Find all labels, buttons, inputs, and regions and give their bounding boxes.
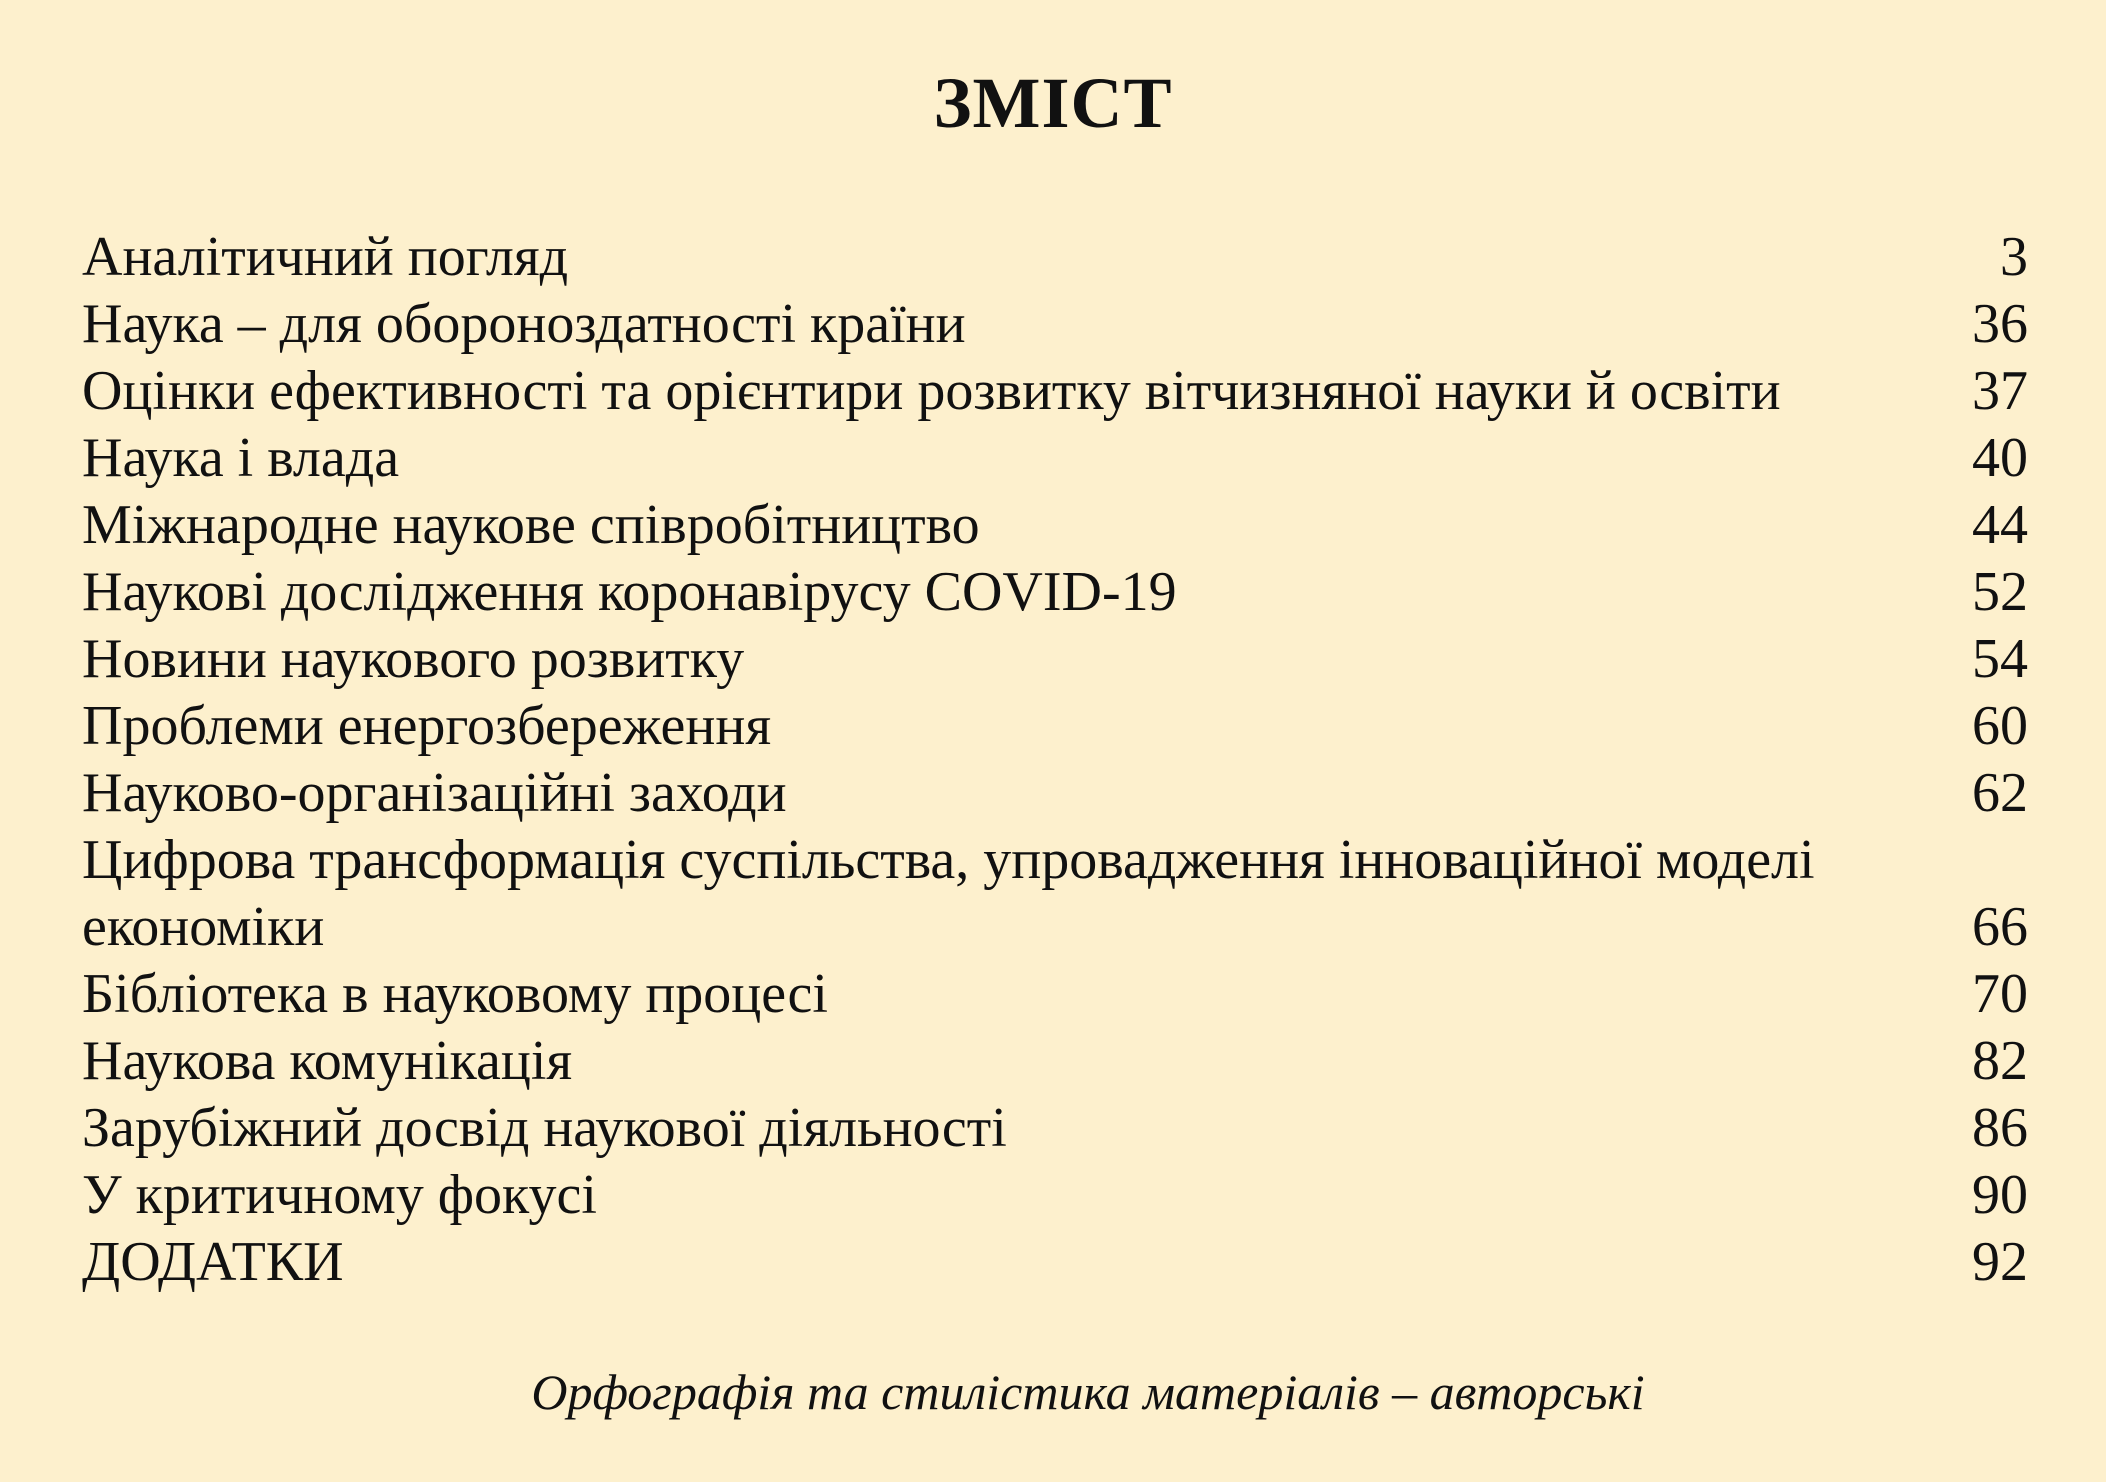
toc-entry-title-line1: Цифрова трансформація суспільства, упровадження інноваційної моделі — [82, 829, 1815, 891]
toc-entry-page: 37 — [1972, 360, 2028, 422]
toc-entry-title: Наука – для обороноздатності країни — [82, 293, 966, 355]
toc-entry-title: Новини наукового розвитку — [82, 628, 745, 690]
toc-entry-page: 44 — [1972, 494, 2028, 556]
toc-entry-title: Проблеми енергозбереження — [82, 695, 772, 757]
toc-entry[interactable] — [82, 425, 2028, 492]
toc-entry[interactable] — [82, 827, 2028, 961]
toc-entry-page: 86 — [1972, 1097, 2028, 1159]
toc-entry-title — [82, 827, 1952, 961]
toc-entry-title: Наукова комунікація — [82, 1030, 573, 1092]
toc-entry[interactable] — [82, 492, 2028, 559]
toc-entry-page: 60 — [1972, 695, 2028, 757]
toc-entry-title: Аналітичний погляд — [82, 226, 569, 288]
toc-entry-title: Міжнародне наукове співробітництво — [82, 494, 980, 556]
page-title: ЗМІСТ — [933, 63, 1173, 143]
toc-entry-title: У критичному фокусі — [82, 1164, 597, 1226]
toc-entry-page: 3 — [2000, 226, 2028, 288]
toc-entry-page: 52 — [1972, 561, 2028, 623]
toc-entry[interactable] — [82, 626, 2028, 693]
toc-entry[interactable] — [82, 760, 2028, 827]
toc-entry[interactable] — [82, 961, 2028, 1028]
toc-entry-title: Наукові дослідження коронавірусу COVID-19 — [82, 561, 1177, 623]
toc-entry-page: 62 — [1972, 762, 2028, 824]
toc-entry-page: 40 — [1972, 427, 2028, 489]
toc-entry-page: 70 — [1972, 963, 2028, 1025]
toc-entry-page: 66 — [1972, 896, 2028, 958]
toc-entry[interactable] — [82, 559, 2028, 626]
toc-entry-title: ДОДАТКИ — [82, 1231, 344, 1293]
toc-entry[interactable] — [82, 1229, 2028, 1296]
toc-entry[interactable] — [82, 693, 2028, 760]
toc-entry[interactable] — [82, 1162, 2028, 1229]
toc-entry-page: 92 — [1972, 1231, 2028, 1293]
toc-entry[interactable] — [82, 1095, 2028, 1162]
toc-entry-page: 54 — [1972, 628, 2028, 690]
toc-entry-title-line2: економіки — [82, 896, 325, 958]
toc-entry-title: Зарубіжний досвід наукової діяльності — [82, 1097, 1007, 1159]
toc-entry-page: 90 — [1972, 1164, 2028, 1226]
toc-entry[interactable] — [82, 1028, 2028, 1095]
toc-entry-page: 36 — [1972, 293, 2028, 355]
toc-entry[interactable] — [82, 291, 2028, 358]
table-of-contents — [82, 224, 2028, 1296]
toc-entry[interactable] — [82, 358, 2028, 425]
toc-entry-title: Науково-організаційні заходи — [82, 762, 787, 824]
authorship-note: Орфографія та стилістика матеріалів – авторські — [531, 1364, 1645, 1420]
toc-entry[interactable] — [82, 224, 2028, 291]
toc-entry-title: Оцінки ефективності та орієнтири розвитку вітчизняної науки й освіти — [82, 360, 1781, 422]
toc-entry-title: Наука і влада — [82, 427, 400, 489]
toc-entry-title: Бібліотека в науковому процесі — [82, 963, 828, 1025]
toc-entry-page: 82 — [1972, 1030, 2028, 1092]
